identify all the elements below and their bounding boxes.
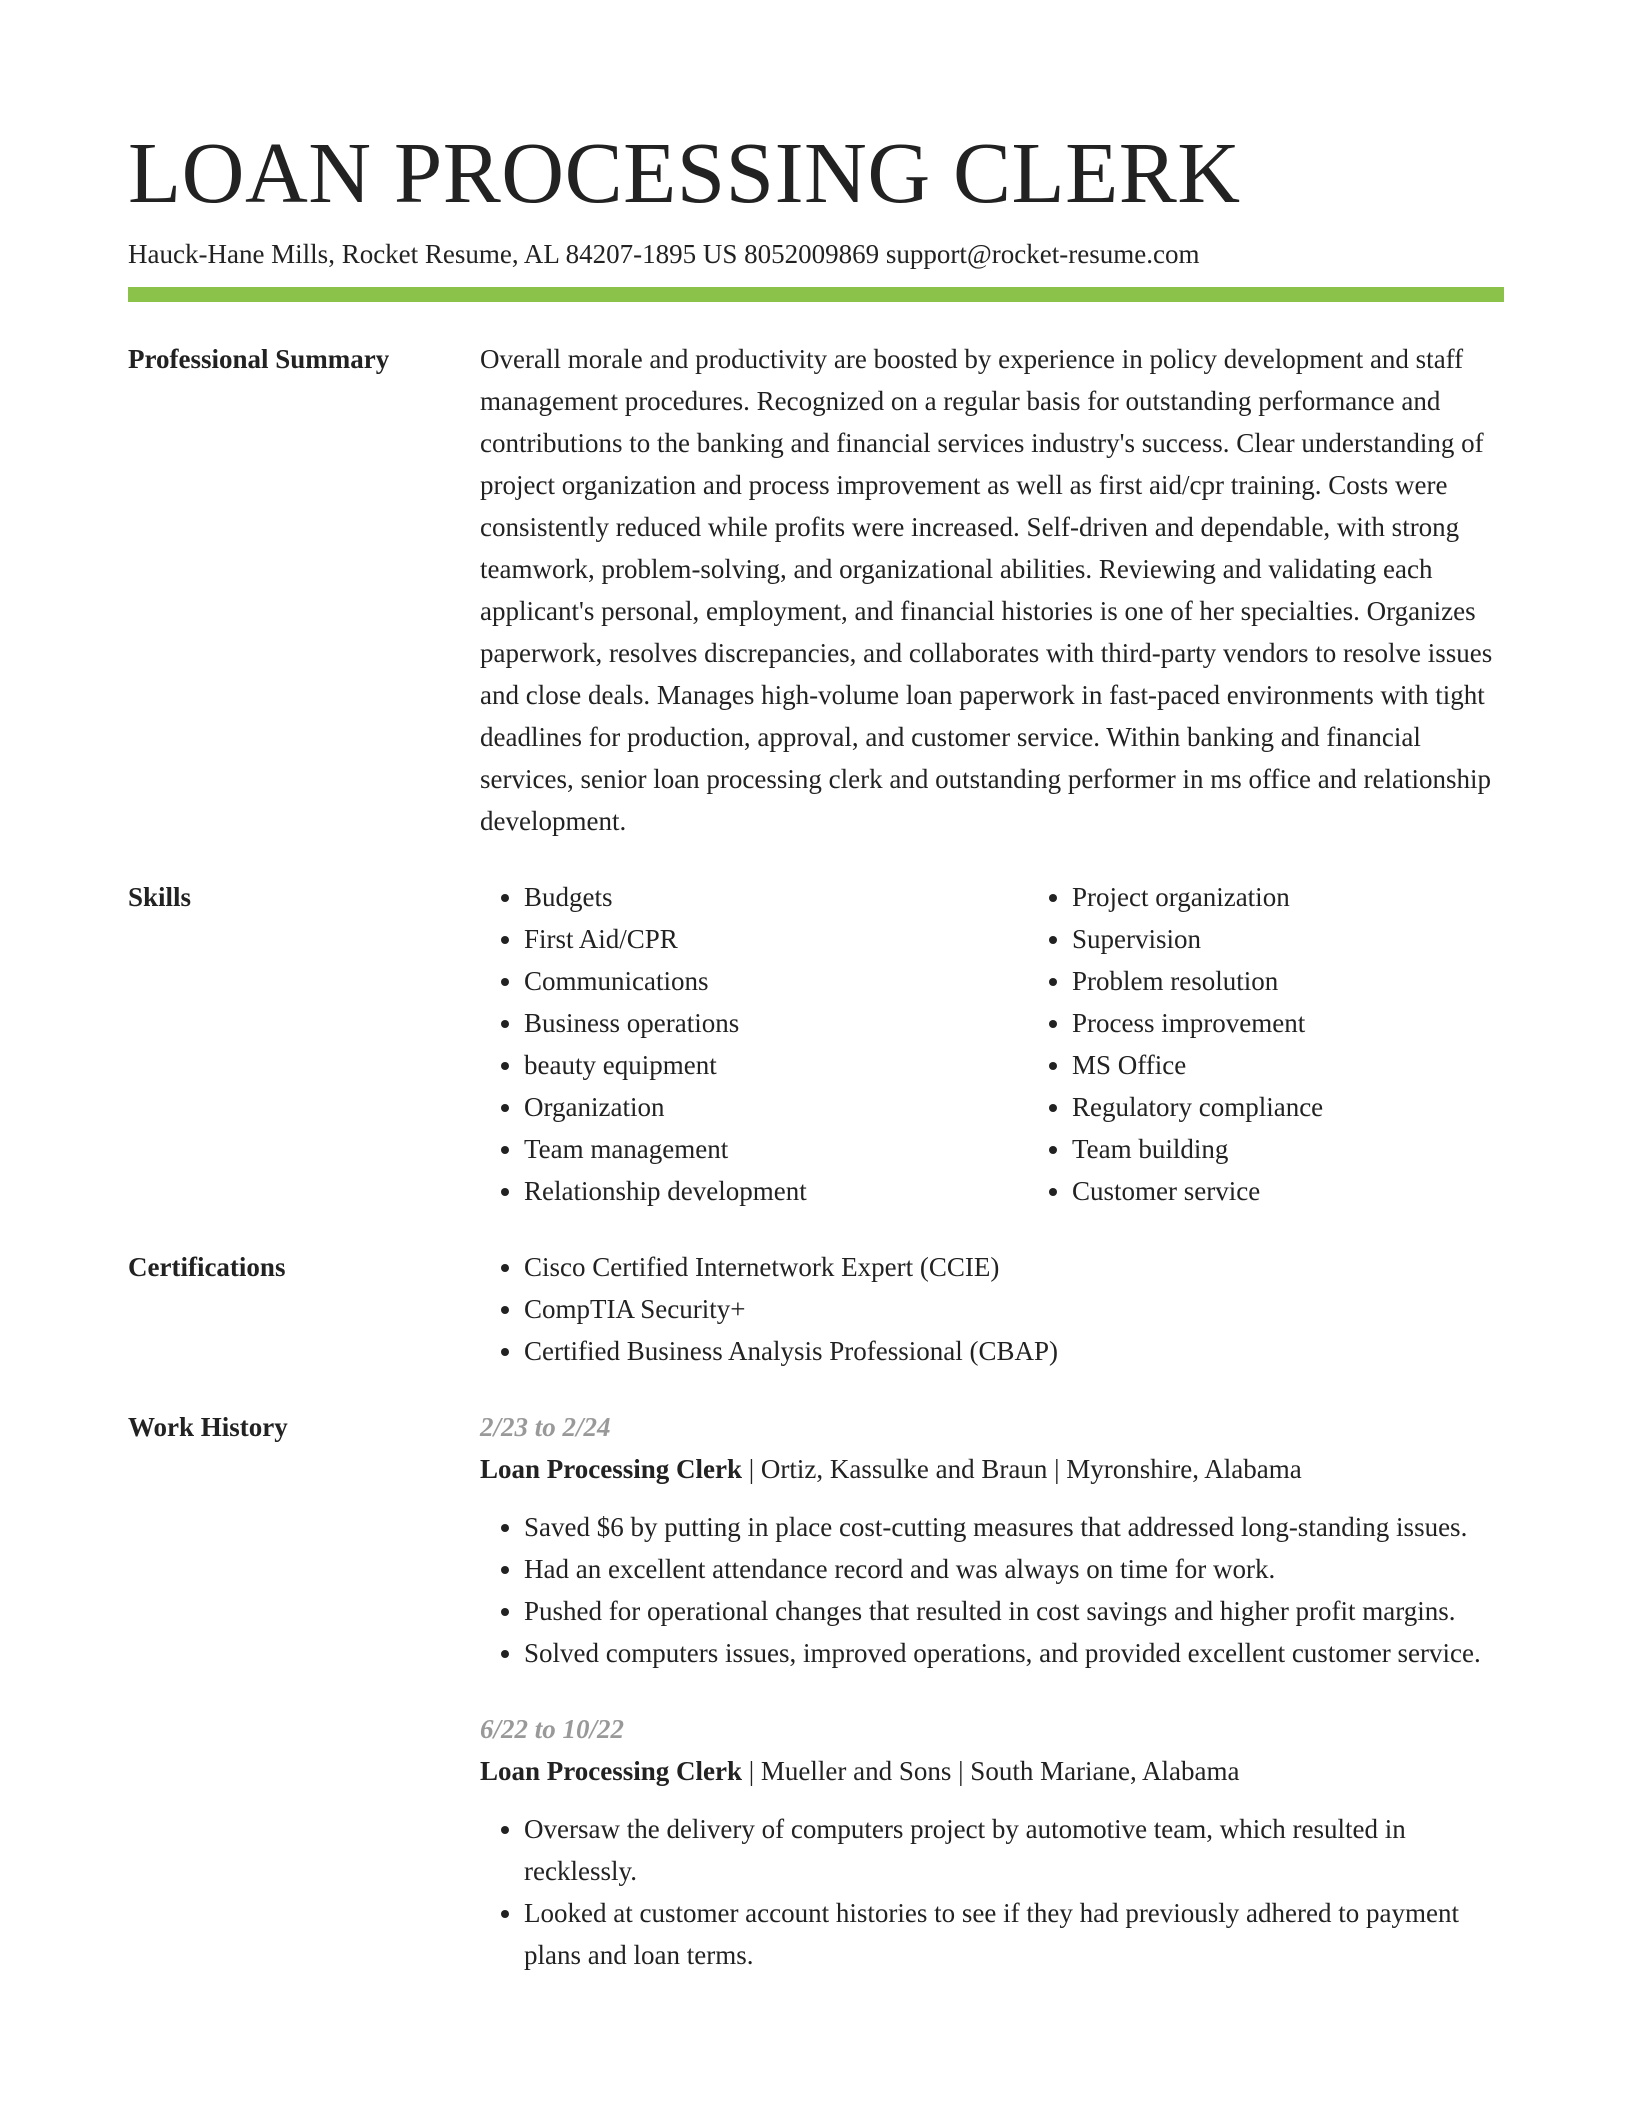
skill-item: • beauty equipment — [524, 1044, 1028, 1086]
summary-heading: Professional Summary — [128, 344, 390, 374]
job-bullet-list — [480, 1506, 1504, 1674]
certification-item: • Certified Business Analysis Professional (CBAP) — [524, 1330, 1504, 1372]
contact-email: support@rocket-resume.com — [885, 239, 1200, 269]
summary-section — [128, 338, 1504, 842]
job-separator: | — [748, 1454, 761, 1484]
job-heading — [480, 1448, 1504, 1490]
job-bullet: • Solved computers issues, improved operations, and provided excellent customer service. — [524, 1632, 1504, 1674]
job-bullet: • Looked at customer account histories to see if they had previously adhered to payment plans and loan terms. — [524, 1892, 1504, 1976]
skill-item: • Process improvement — [1072, 1002, 1576, 1044]
job-dates: 6/22 to 10/22 — [480, 1714, 625, 1744]
skill-item: • Budgets — [524, 876, 1028, 918]
job-separator: | — [958, 1756, 971, 1786]
job-bullet: • Had an excellent attendance record and was always on time for work. — [524, 1548, 1504, 1590]
skills-list-left — [480, 876, 1028, 1212]
contact-line — [128, 236, 1504, 272]
work-history-body — [480, 1406, 1504, 1976]
skill-item: • Regulatory compliance — [1072, 1086, 1576, 1128]
certifications-heading: Certifications — [128, 1252, 286, 1282]
summary-text: Overall morale and productivity are boosted by experience in policy development and staff management procedures. Recognized on a regular basis for outstanding performance and contributions to the banking and financial services industry's success. Clear understanding of project organization and process improvement as well as first aid/cpr training. Costs were consistently reduced while profits were increased. Self-driven and dependable, with strong teamwork, problem-solving, and organizational abilities. Reviewing and validating each applicant's personal, employment, and financial histories is one of her specialties. Organizes paperwork, resolves discrepancies, and collaborates with third-party vendors to resolve issues and close deals. Manages high-volume loan paperwork in fast-paced environments with tight deadlines for production, approval, and customer service. Within banking and financial services, senior loan processing clerk and outstanding performer in ms office and relationship development. — [480, 344, 1493, 836]
skill-item: • Communications — [524, 960, 1028, 1002]
job-entry — [480, 1708, 1504, 1976]
skills-grid — [480, 876, 1576, 1212]
skill-item: • MS Office — [1072, 1044, 1576, 1086]
job-title: Loan Processing Clerk — [480, 1454, 742, 1484]
job-location: South Mariane, Alabama — [970, 1756, 1240, 1786]
summary-body — [480, 338, 1504, 842]
job-location: Myronshire, Alabama — [1066, 1454, 1302, 1484]
certification-item: • Cisco Certified Internetwork Expert (CCIE) — [524, 1246, 1504, 1288]
certifications-body — [480, 1246, 1504, 1372]
certification-item: • CompTIA Security+ — [524, 1288, 1504, 1330]
skill-item: • Customer service — [1072, 1170, 1576, 1212]
certifications-list — [480, 1246, 1504, 1372]
skill-item: • Team building — [1072, 1128, 1576, 1170]
job-bullet: • Saved $6 by putting in place cost-cutting measures that addressed long-standing issues. — [524, 1506, 1504, 1548]
job-separator: | — [1054, 1454, 1067, 1484]
job-dates: 2/23 to 2/24 — [480, 1412, 611, 1442]
skills-section — [128, 876, 1504, 1212]
job-bullet: • Pushed for operational changes that resulted in cost savings and higher profit margins. — [524, 1590, 1504, 1632]
resume-name: LOAN PROCESSING CLERK — [128, 124, 1241, 221]
skill-item: • First Aid/CPR — [524, 918, 1028, 960]
skill-item: • Business operations — [524, 1002, 1028, 1044]
contact-phone: 8052009869 — [744, 239, 880, 269]
work-history-heading: Work History — [128, 1412, 288, 1442]
skill-item: • Problem resolution — [1072, 960, 1576, 1002]
skill-item: • Team management — [524, 1128, 1028, 1170]
resume-page — [128, 118, 1504, 1976]
certifications-section — [128, 1246, 1504, 1372]
contact-address: Hauck-Hane Mills, Rocket Resume, AL 84207-1895 US — [128, 239, 738, 269]
job-company: Ortiz, Kassulke and Braun — [760, 1454, 1048, 1484]
work-history-section — [128, 1406, 1504, 1976]
skill-item: • Relationship development — [524, 1170, 1028, 1212]
job-bullet: • Oversaw the delivery of computers project by automotive team, which resulted in recklessly. — [524, 1808, 1504, 1892]
accent-divider — [128, 287, 1504, 302]
skill-item: • Supervision — [1072, 918, 1576, 960]
job-title: Loan Processing Clerk — [480, 1756, 742, 1786]
job-company: Mueller and Sons — [760, 1756, 952, 1786]
job-separator: | — [748, 1756, 761, 1786]
job-heading — [480, 1750, 1504, 1792]
job-bullet-list — [480, 1808, 1504, 1976]
skill-item: • Project organization — [1072, 876, 1576, 918]
skill-item: • Organization — [524, 1086, 1028, 1128]
skills-list-right — [1028, 876, 1576, 1212]
skills-heading: Skills — [128, 882, 192, 912]
job-entry — [480, 1406, 1504, 1674]
